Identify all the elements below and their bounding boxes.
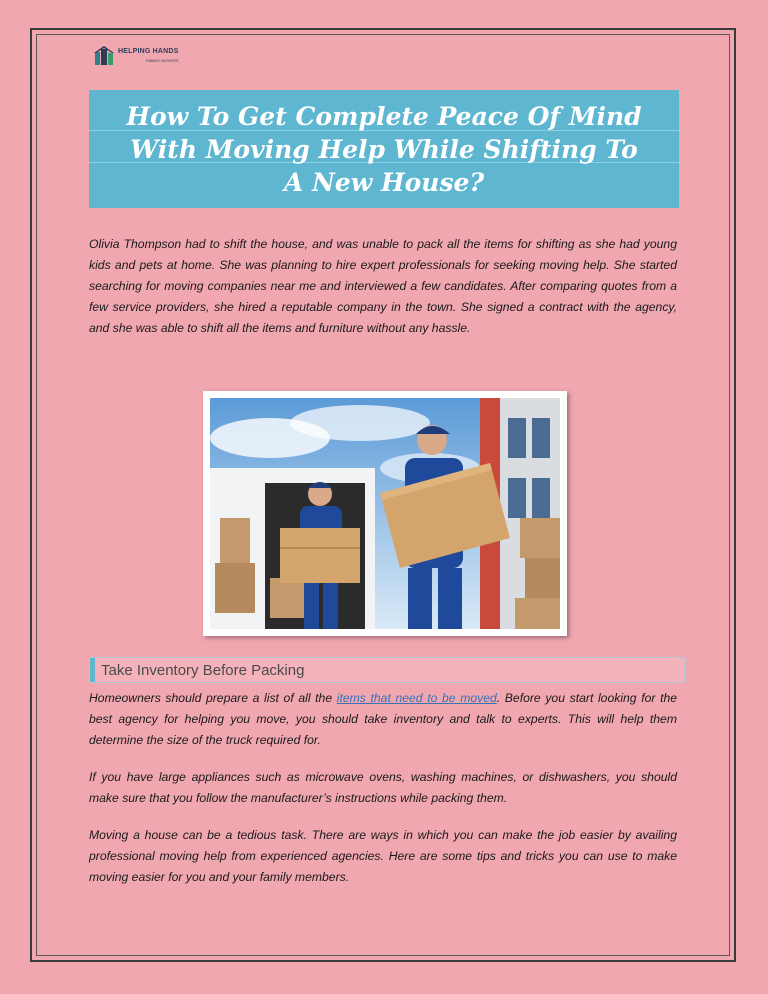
section-accent-bar [90,658,95,682]
paragraph-text: . Before you start looking for the best agency for helping you move, you should take inventory and talk to experts. This will help them determine the size of the truck required for. [89,691,678,747]
intro-paragraph: Olivia Thompson had to shift the house, and was unable to pack all the items for shifting as she had young kids and pets at home. She was planning to hire expert professionals for seeking moving help. She started searching for moving companies near me and interviewed a few candidates. After comparing quotes from a few service providers, she hired a reputable company in the town. She signed a contract with the agency, and she was able to shift all the items and furniture without any hassle. [89,237,677,335]
logo-tagline: FAMILY MOVERS [146,57,179,63]
paragraph-text: Homeowners should prepare a list of all the [89,691,337,705]
title-banner [89,90,679,208]
paragraph-appliances: If you have large appliances such as microwave ovens, washing machines, or dishwashers, you should make sure that you follow the manufacturer’s instructions while packing them. [89,770,677,805]
section-heading [89,657,685,683]
section-heading-text: Take Inventory Before Packing [101,661,305,679]
company-logo [94,45,179,67]
paragraph-moving-help: Moving a house can be a tedious task. There are ways in which you can make the job easier by availing professional moving help from experienced agencies. Here are some tips and tricks you can use to make moving easier for you and your family members. [89,828,677,884]
movers-photo [203,391,567,636]
paragraph-inventory [89,688,677,751]
items-to-move-link[interactable]: items that need to be moved [336,691,497,705]
photo-frame [203,391,567,636]
page-title: How To Get Complete Peace Of Mind With Moving Help While Shifting To A New House? [126,101,642,197]
house-hands-logo-icon [94,46,114,66]
movers-illustration [210,398,560,629]
logo-name: HELPING HANDS [118,47,179,55]
